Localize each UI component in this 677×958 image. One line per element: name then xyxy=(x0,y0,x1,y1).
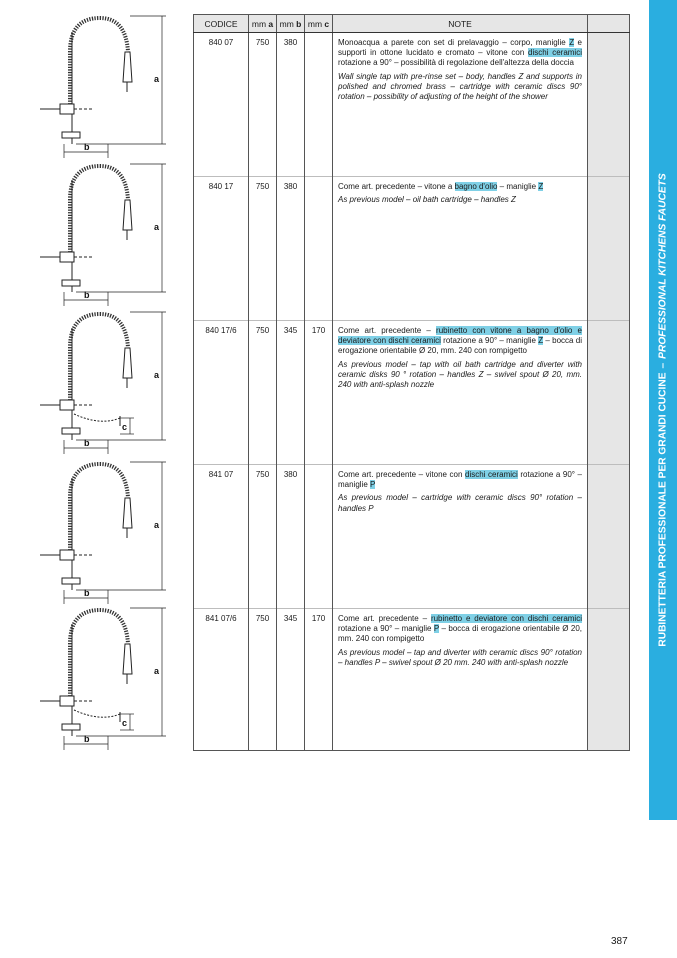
dim-label-a: a xyxy=(154,370,160,380)
cell-dim-b: 380 xyxy=(277,465,305,609)
cell-code: 841 07/6 xyxy=(194,609,249,751)
cell-dim-a: 750 xyxy=(249,609,277,751)
dim-label-a: a xyxy=(154,666,160,676)
highlighted-text: P xyxy=(370,480,376,490)
cell-dim-b: 380 xyxy=(277,33,305,177)
note-text: Come art. precedente – vitone a xyxy=(338,182,455,191)
highlighted-text: Z xyxy=(538,182,544,191)
hose-spring xyxy=(70,610,128,699)
faucet-drawing-3 xyxy=(30,308,180,458)
note-text: Come art. precedente – vitone con xyxy=(338,470,466,479)
hose-spring xyxy=(70,314,128,403)
note-text: Come art. precedente – xyxy=(338,326,437,335)
cell-blank xyxy=(588,321,630,465)
note-english: Wall single tap with pre-rinse set – body, handles Z and supports in polished and chromed brass – cartridge with ceramic discs 90° rotation – possibility of adjusting of the height of the shower xyxy=(338,71,582,102)
wall-bracket xyxy=(62,280,80,286)
cell-dim-b: 380 xyxy=(277,177,305,321)
note-italian xyxy=(338,182,582,192)
dim-label-a: a xyxy=(154,520,160,530)
valve-body xyxy=(60,550,74,560)
note-italian xyxy=(338,614,582,645)
note-text: e supporti in ottone lucidato e cromato – vitone con xyxy=(338,38,583,58)
table-row xyxy=(194,609,630,751)
cell-code: 841 07 xyxy=(194,465,249,609)
hose-spring xyxy=(70,166,128,255)
highlighted-text: bagno d'olio xyxy=(454,182,498,191)
highlighted-text: P xyxy=(433,624,440,634)
dim-label-a: a xyxy=(154,222,160,232)
dim-label-b: b xyxy=(84,290,90,300)
header-code: CODICE xyxy=(194,15,249,33)
cell-notes xyxy=(333,609,588,751)
cell-dim-c xyxy=(305,177,333,321)
note-text: – maniglie xyxy=(497,182,539,191)
note-italian xyxy=(338,38,582,69)
valve-body xyxy=(60,400,74,410)
dim-label-b: b xyxy=(84,142,90,152)
header-mm-b: mm b xyxy=(277,15,305,33)
faucet-drawing-svg xyxy=(30,604,180,754)
dim-label-b: b xyxy=(84,734,90,744)
valve-body xyxy=(60,104,74,114)
highlighted-text: Z xyxy=(538,336,544,346)
wall-bracket xyxy=(62,724,80,730)
spray-head xyxy=(123,52,132,82)
spray-head xyxy=(123,644,132,674)
table-header-row xyxy=(194,15,630,33)
wall-bracket xyxy=(62,428,80,434)
note-text: Come art. precedente – xyxy=(338,614,431,623)
highlighted-text: dischi ceramici xyxy=(465,470,518,479)
faucet-drawing-5 xyxy=(30,604,180,754)
table-row xyxy=(194,177,630,321)
spray-head xyxy=(123,200,132,230)
dim-label-b: b xyxy=(84,438,90,448)
swivel-spout xyxy=(74,710,120,717)
note-text: – bocca di erogazione orientabile Ø 20, mm. 240 con rompigetto xyxy=(338,624,582,644)
wall-bracket xyxy=(62,132,80,138)
note-text: rotazione a 90° – possibilità di regolazione dell'altezza della doccia xyxy=(338,58,574,68)
header-mm-a: mm a xyxy=(249,15,277,33)
note-english: As previous model – tap and diverter with ceramic discs 90° rotation – handles P – swivel spout Ø 20 mm. 240 with anti-splash nozzle xyxy=(338,647,582,667)
dim-label-c: c xyxy=(122,422,128,432)
faucet-drawing-svg xyxy=(30,160,180,310)
cell-blank xyxy=(588,177,630,321)
page-number: 387 xyxy=(611,936,628,947)
faucet-drawing-svg xyxy=(30,458,180,608)
cell-code: 840 17/6 xyxy=(194,321,249,465)
cell-dim-a: 750 xyxy=(249,33,277,177)
note-english: As previous model – cartridge with ceramic discs 90° rotation – handles P xyxy=(338,493,582,513)
faucet-drawings xyxy=(30,10,180,750)
faucet-lines xyxy=(40,18,132,144)
cell-dim-a: 750 xyxy=(249,465,277,609)
wall-bracket xyxy=(62,578,80,584)
hose-spring xyxy=(70,464,128,553)
dim-label-c: c xyxy=(122,718,128,728)
highlighted-text: rubinetto e deviatore con dischi ceramici xyxy=(430,614,582,623)
cell-notes xyxy=(333,465,588,609)
table-row xyxy=(194,465,630,609)
valve-body xyxy=(60,252,74,262)
dim-label-a: a xyxy=(154,74,160,84)
cell-notes xyxy=(333,33,588,177)
cell-dim-a: 750 xyxy=(249,321,277,465)
note-text: rotazione a 90° – maniglie xyxy=(440,336,539,346)
hose-spring xyxy=(70,18,128,107)
note-text: rotazione a 90° – maniglie xyxy=(338,470,582,490)
cell-notes xyxy=(333,321,588,465)
cell-dim-b: 345 xyxy=(277,321,305,465)
header-blank xyxy=(588,15,630,33)
cell-dim-c xyxy=(305,465,333,609)
note-english: As previous model – tap with oil bath cartridge and diverter with ceramic disks 90 ° rotation – handles Z – swivel spout Ø 20, mm. 240 with anti-splash nozzle xyxy=(338,359,582,390)
note-text: rotazione a 90° – maniglie xyxy=(338,624,434,634)
faucet-drawing-4 xyxy=(30,458,180,608)
highlighted-text: Z xyxy=(569,38,575,47)
faucet-lines xyxy=(40,314,132,440)
cell-notes xyxy=(333,177,588,321)
highlighted-text: dischi ceramici xyxy=(528,48,582,58)
header-notes: NOTE xyxy=(333,15,588,33)
cell-code: 840 17 xyxy=(194,177,249,321)
valve-body xyxy=(60,696,74,706)
table-row xyxy=(194,321,630,465)
cell-dim-b: 345 xyxy=(277,609,305,751)
spray-head xyxy=(123,348,132,378)
cell-dim-c xyxy=(305,33,333,177)
cell-dim-c: 170 xyxy=(305,609,333,751)
cell-dim-a: 750 xyxy=(249,177,277,321)
faucet-drawing-1 xyxy=(30,12,180,162)
header-mm-c: mm c xyxy=(305,15,333,33)
highlighted-text: rubinetto con vitone a bagno d'olio e deviatore con dischi ceramici xyxy=(338,326,582,346)
swivel-spout xyxy=(74,414,120,421)
cell-blank xyxy=(588,609,630,751)
table-row xyxy=(194,33,630,177)
faucet-drawing-svg xyxy=(30,12,180,162)
note-text: Monoacqua a parete con set di prelavaggio – corpo, maniglie xyxy=(338,38,570,47)
note-text: – bocca di erogazione orientabile Ø 20, mm. 240 con rompigetto xyxy=(338,336,582,356)
faucet-lines xyxy=(40,166,132,292)
cell-blank xyxy=(588,465,630,609)
faucet-drawing-2 xyxy=(30,160,180,310)
dim-label-b: b xyxy=(84,588,90,598)
product-table xyxy=(193,14,630,751)
cell-dim-c: 170 xyxy=(305,321,333,465)
note-italian xyxy=(338,326,582,357)
spray-head xyxy=(123,498,132,528)
faucet-lines xyxy=(40,610,132,736)
note-italian xyxy=(338,470,582,490)
faucet-lines xyxy=(40,464,132,590)
cell-code: 840 07 xyxy=(194,33,249,177)
faucet-drawing-svg xyxy=(30,308,180,458)
note-english: As previous model – oil bath cartridge – handles Z xyxy=(338,195,516,205)
sidebar-title: RUBINETTERIA PROFESSIONALE PER GRANDI CUCINE–PROFESSIONAL KITCHENS FAUCETS xyxy=(657,173,669,647)
cell-blank xyxy=(588,33,630,177)
